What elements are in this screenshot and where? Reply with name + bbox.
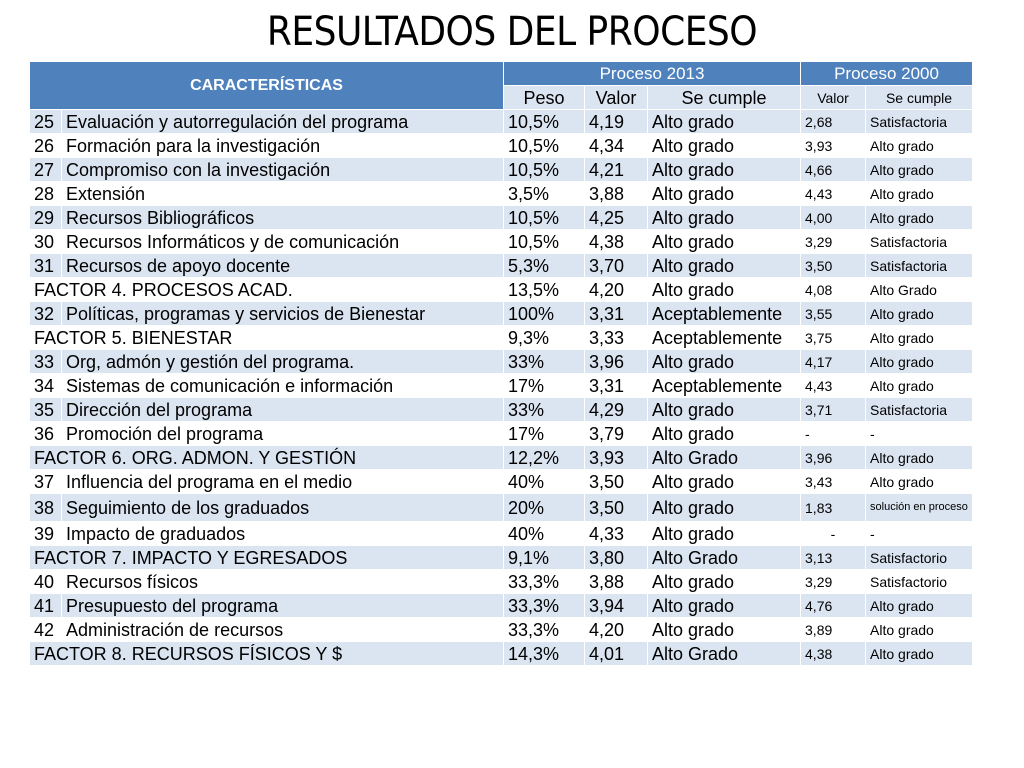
- row-characteristic: Presupuesto del programa: [62, 594, 504, 618]
- row-cumple-2013: Alto grado: [648, 134, 801, 158]
- row-characteristic: Sistemas de comunicación e información: [62, 374, 504, 398]
- row-valor-2000: 4,00: [801, 206, 866, 230]
- row-cumple-2013: Alto grado: [648, 158, 801, 182]
- table-row: [30, 398, 973, 422]
- row-peso: 33,3%: [504, 594, 585, 618]
- table-row: [30, 254, 973, 278]
- row-characteristic: Recursos Bibliográficos: [62, 206, 504, 230]
- table-row: [30, 618, 973, 642]
- row-characteristic: Compromiso con la investigación: [62, 158, 504, 182]
- factor-row: [30, 326, 973, 350]
- factor-row: [30, 546, 973, 570]
- table-row: [30, 110, 973, 134]
- row-characteristic: Org, admón y gestión del programa.: [62, 350, 504, 374]
- table-row: [30, 470, 973, 494]
- row-number: 27: [30, 158, 62, 182]
- row-cumple-2013: Alto grado: [648, 470, 801, 494]
- row-cumple-2013: Alto grado: [648, 422, 801, 446]
- row-peso: 40%: [504, 522, 585, 546]
- row-valor-2013: 4,29: [585, 398, 648, 422]
- row-peso: 20%: [504, 494, 585, 522]
- row-valor-2000: 3,29: [801, 230, 866, 254]
- table-row: [30, 182, 973, 206]
- header-process-2013: Proceso 2013: [504, 62, 801, 86]
- row-characteristic: Políticas, programas y servicios de Bienestar: [62, 302, 504, 326]
- row-valor-2013: 4,21: [585, 158, 648, 182]
- row-characteristic: Recursos físicos: [62, 570, 504, 594]
- factor-label: FACTOR 8. RECURSOS FÍSICOS Y $: [30, 642, 504, 666]
- row-peso: 33,3%: [504, 570, 585, 594]
- row-characteristic: Promoción del programa: [62, 422, 504, 446]
- row-number: 26: [30, 134, 62, 158]
- row-peso: 10,5%: [504, 134, 585, 158]
- row-cumple-2013: Aceptablemente: [648, 374, 801, 398]
- table-row: [30, 570, 973, 594]
- row-characteristic: Administración de recursos: [62, 618, 504, 642]
- row-valor-2013: 4,33: [585, 522, 648, 546]
- row-cumple-2000: Alto grado: [866, 302, 973, 326]
- row-characteristic: Seguimiento de los graduados: [62, 494, 504, 522]
- header-peso: Peso: [504, 86, 585, 110]
- row-cumple-2013: Alto grado: [648, 278, 801, 302]
- row-cumple-2000: Satisfactoria: [866, 254, 973, 278]
- row-number: 29: [30, 206, 62, 230]
- results-table: [29, 61, 973, 666]
- row-number: 42: [30, 618, 62, 642]
- header-characteristics: CARACTERÍSTICAS: [30, 62, 504, 110]
- row-cumple-2013: Alto grado: [648, 206, 801, 230]
- row-cumple-2000: Alto grado: [866, 618, 973, 642]
- row-number: 41: [30, 594, 62, 618]
- row-characteristic: Dirección del programa: [62, 398, 504, 422]
- header-se-cumple-2013: Se cumple: [648, 86, 801, 110]
- row-cumple-2000: Alto grado: [866, 158, 973, 182]
- table-row: [30, 422, 973, 446]
- row-valor-2013: 4,38: [585, 230, 648, 254]
- row-valor-2013: 3,88: [585, 570, 648, 594]
- row-cumple-2013: Alto Grado: [648, 546, 801, 570]
- row-cumple-2013: Alto grado: [648, 254, 801, 278]
- header-process-2000: Proceso 2000: [801, 62, 973, 86]
- row-peso: 13,5%: [504, 278, 585, 302]
- row-cumple-2000: Alto grado: [866, 350, 973, 374]
- table-row: [30, 374, 973, 398]
- row-valor-2000: 4,08: [801, 278, 866, 302]
- row-characteristic: Extensión: [62, 182, 504, 206]
- row-valor-2000: -: [801, 422, 866, 446]
- row-cumple-2000: Alto grado: [866, 594, 973, 618]
- row-valor-2013: 3,79: [585, 422, 648, 446]
- row-characteristic: Recursos Informáticos y de comunicación: [62, 230, 504, 254]
- row-cumple-2000: solución en proceso: [866, 494, 973, 522]
- row-peso: 40%: [504, 470, 585, 494]
- row-valor-2000: 3,71: [801, 398, 866, 422]
- row-valor-2000: 3,50: [801, 254, 866, 278]
- row-cumple-2013: Alto grado: [648, 618, 801, 642]
- row-valor-2000: 3,13: [801, 546, 866, 570]
- row-number: 34: [30, 374, 62, 398]
- row-peso: 3,5%: [504, 182, 585, 206]
- row-number: 38: [30, 494, 62, 522]
- row-peso: 100%: [504, 302, 585, 326]
- row-valor-2000: 3,55: [801, 302, 866, 326]
- row-characteristic: Recursos de apoyo docente: [62, 254, 504, 278]
- row-cumple-2000: Alto grado: [866, 182, 973, 206]
- row-characteristic: Impacto de graduados: [62, 522, 504, 546]
- row-peso: 17%: [504, 422, 585, 446]
- row-cumple-2013: Alto Grado: [648, 446, 801, 470]
- factor-row: [30, 278, 973, 302]
- row-valor-2000: 3,29: [801, 570, 866, 594]
- row-valor-2013: 4,20: [585, 278, 648, 302]
- row-cumple-2000: Alto grado: [866, 326, 973, 350]
- row-cumple-2000: Alto grado: [866, 206, 973, 230]
- row-valor-2013: 3,70: [585, 254, 648, 278]
- row-number: 30: [30, 230, 62, 254]
- row-valor-2013: 3,88: [585, 182, 648, 206]
- row-cumple-2013: Alto grado: [648, 110, 801, 134]
- row-cumple-2000: Satisfactorio: [866, 570, 973, 594]
- row-characteristic: Formación para la investigación: [62, 134, 504, 158]
- row-cumple-2013: Alto grado: [648, 182, 801, 206]
- row-valor-2013: 3,93: [585, 446, 648, 470]
- row-valor-2000: 3,96: [801, 446, 866, 470]
- row-number: 40: [30, 570, 62, 594]
- row-number: 33: [30, 350, 62, 374]
- row-cumple-2013: Alto grado: [648, 350, 801, 374]
- row-cumple-2000: Alto grado: [866, 470, 973, 494]
- row-valor-2000: 1,83: [801, 494, 866, 522]
- row-cumple-2000: Alto grado: [866, 642, 973, 666]
- row-valor-2000: 4,76: [801, 594, 866, 618]
- header-valor-2000: Valor: [801, 86, 866, 110]
- row-cumple-2000: -: [866, 422, 973, 446]
- row-peso: 5,3%: [504, 254, 585, 278]
- table-row: [30, 302, 973, 326]
- table-row: [30, 494, 973, 522]
- factor-row: [30, 446, 973, 470]
- row-valor-2013: 4,20: [585, 618, 648, 642]
- row-valor-2000: -: [801, 522, 866, 546]
- row-cumple-2000: Satisfactoria: [866, 110, 973, 134]
- row-peso: 10,5%: [504, 230, 585, 254]
- row-characteristic: Influencia del programa en el medio: [62, 470, 504, 494]
- row-peso: 10,5%: [504, 206, 585, 230]
- row-number: 37: [30, 470, 62, 494]
- row-valor-2000: 4,38: [801, 642, 866, 666]
- row-number: 25: [30, 110, 62, 134]
- row-valor-2000: 4,43: [801, 182, 866, 206]
- row-valor-2000: 2,68: [801, 110, 866, 134]
- row-cumple-2013: Alto grado: [648, 522, 801, 546]
- row-valor-2013: 3,33: [585, 326, 648, 350]
- row-peso: 14,3%: [504, 642, 585, 666]
- row-peso: 9,3%: [504, 326, 585, 350]
- results-body: [30, 110, 973, 666]
- row-valor-2013: 4,19: [585, 110, 648, 134]
- row-number: 35: [30, 398, 62, 422]
- table-row: [30, 350, 973, 374]
- row-valor-2013: 3,94: [585, 594, 648, 618]
- row-valor-2000: 3,93: [801, 134, 866, 158]
- factor-row: [30, 642, 973, 666]
- row-valor-2000: 3,43: [801, 470, 866, 494]
- header-se-cumple-2000: Se cumple: [866, 86, 973, 110]
- row-cumple-2000: Satisfactorio: [866, 546, 973, 570]
- row-cumple-2013: Alto grado: [648, 594, 801, 618]
- header-valor-2013: Valor: [585, 86, 648, 110]
- table-row: [30, 134, 973, 158]
- row-peso: 9,1%: [504, 546, 585, 570]
- row-peso: 10,5%: [504, 110, 585, 134]
- row-cumple-2000: Satisfactoria: [866, 398, 973, 422]
- row-valor-2013: 3,96: [585, 350, 648, 374]
- row-valor-2000: 4,43: [801, 374, 866, 398]
- table-row: [30, 522, 973, 546]
- page-title: RESULTADOS DEL PROCESO: [266, 9, 758, 55]
- row-peso: 33%: [504, 350, 585, 374]
- row-cumple-2013: Alto Grado: [648, 642, 801, 666]
- row-valor-2013: 3,31: [585, 374, 648, 398]
- row-cumple-2013: Alto grado: [648, 230, 801, 254]
- row-characteristic: Evaluación y autorregulación del programa: [62, 110, 504, 134]
- row-cumple-2000: Satisfactoria: [866, 230, 973, 254]
- row-peso: 12,2%: [504, 446, 585, 470]
- row-cumple-2013: Aceptablemente: [648, 326, 801, 350]
- table-row: [30, 594, 973, 618]
- row-cumple-2013: Alto grado: [648, 494, 801, 522]
- table-row: [30, 206, 973, 230]
- row-cumple-2000: Alto grado: [866, 374, 973, 398]
- row-valor-2013: 4,01: [585, 642, 648, 666]
- table-row: [30, 158, 973, 182]
- row-valor-2013: 3,80: [585, 546, 648, 570]
- row-number: 39: [30, 522, 62, 546]
- factor-label: FACTOR 5. BIENESTAR: [30, 326, 504, 350]
- row-valor-2013: 3,50: [585, 470, 648, 494]
- row-valor-2013: 3,31: [585, 302, 648, 326]
- row-peso: 17%: [504, 374, 585, 398]
- row-cumple-2000: -: [866, 522, 973, 546]
- row-valor-2000: 4,66: [801, 158, 866, 182]
- row-valor-2000: 3,89: [801, 618, 866, 642]
- row-valor-2000: 4,17: [801, 350, 866, 374]
- row-cumple-2013: Aceptablemente: [648, 302, 801, 326]
- factor-label: FACTOR 4. PROCESOS ACAD.: [30, 278, 504, 302]
- factor-label: FACTOR 7. IMPACTO Y EGRESADOS: [30, 546, 504, 570]
- row-peso: 33,3%: [504, 618, 585, 642]
- row-cumple-2000: Alto grado: [866, 446, 973, 470]
- row-valor-2000: 3,75: [801, 326, 866, 350]
- row-valor-2013: 3,50: [585, 494, 648, 522]
- row-number: 36: [30, 422, 62, 446]
- row-cumple-2000: Alto Grado: [866, 278, 973, 302]
- row-valor-2013: 4,25: [585, 206, 648, 230]
- row-number: 32: [30, 302, 62, 326]
- row-cumple-2013: Alto grado: [648, 398, 801, 422]
- row-number: 28: [30, 182, 62, 206]
- row-cumple-2000: Alto grado: [866, 134, 973, 158]
- table-row: [30, 230, 973, 254]
- row-peso: 33%: [504, 398, 585, 422]
- row-peso: 10,5%: [504, 158, 585, 182]
- row-valor-2013: 4,34: [585, 134, 648, 158]
- row-cumple-2013: Alto grado: [648, 570, 801, 594]
- factor-label: FACTOR 6. ORG. ADMON. Y GESTIÓN: [30, 446, 504, 470]
- row-number: 31: [30, 254, 62, 278]
